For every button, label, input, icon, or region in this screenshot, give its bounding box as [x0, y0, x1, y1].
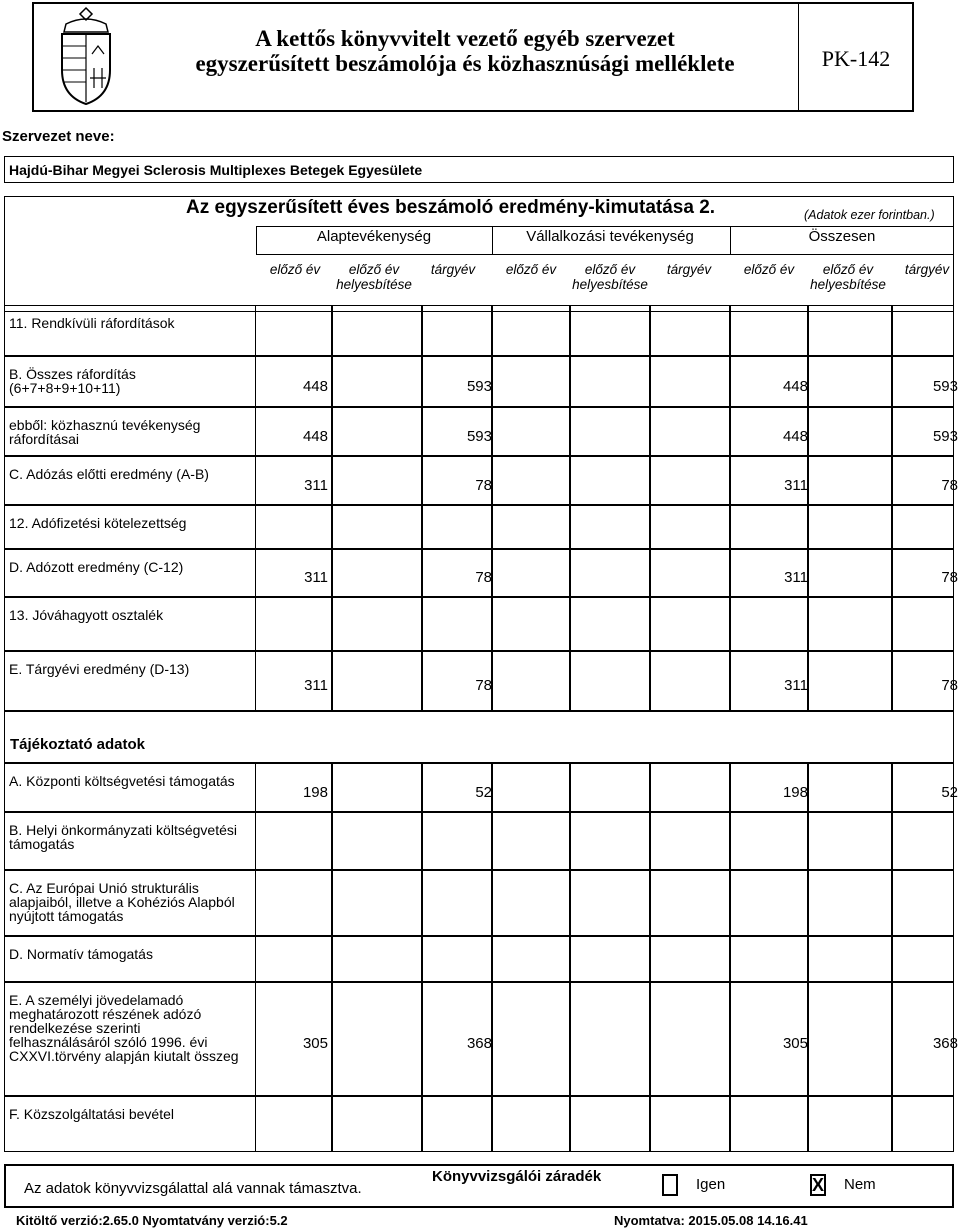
value-cell[interactable] — [892, 597, 954, 651]
group-alap: Alaptevékenység — [316, 228, 432, 245]
value-cell[interactable] — [730, 812, 808, 870]
value-cell[interactable] — [650, 305, 730, 356]
value-cell[interactable] — [650, 812, 730, 870]
section-title: Az egyszerűsített éves beszámoló eredmény-kimutatása 2. — [186, 197, 716, 218]
row-label: 11. Rendkívüli ráfordítások — [9, 315, 175, 331]
subcol-line1: előző év — [584, 262, 636, 277]
value-cell[interactable] — [492, 763, 570, 812]
value-cell[interactable] — [650, 549, 730, 597]
info-title-box — [4, 711, 954, 763]
value-ossz-prev: 198 — [782, 784, 808, 801]
value-cell[interactable] — [570, 505, 650, 549]
subcol-line2: helyesbítése — [810, 277, 886, 292]
value-cell[interactable] — [650, 870, 730, 936]
org-label: Szervezet neve: — [2, 128, 115, 145]
row-label: E. A személyi jövedelamadó meghatározott részének adózó rendelkezése szerinti felhasználásáról szóló 1996. évi CXXVI.törvény alapján kiutalt összeg — [9, 992, 239, 1064]
unit-note: (Adatok ezer forintban.) — [804, 208, 935, 222]
value-cell[interactable] — [650, 356, 730, 407]
value-ossz-prev: 448 — [782, 378, 808, 395]
value-cell[interactable] — [808, 936, 892, 982]
value-alap-prev: 311 — [304, 569, 328, 586]
value-cell[interactable] — [492, 549, 570, 597]
value-ossz-cur: 52 — [941, 784, 958, 801]
value-cell[interactable] — [730, 870, 808, 936]
value-cell[interactable] — [492, 597, 570, 651]
row-label: C. Adózás előtti eredmény (A-B) — [9, 466, 209, 482]
value-cell[interactable] — [332, 1096, 422, 1152]
subcol-line1: előző év — [348, 262, 400, 277]
row-label: 13. Jóváhagyott osztalék — [9, 607, 164, 623]
subcol-header — [730, 262, 808, 277]
value-alap-prev: 305 — [302, 1035, 328, 1052]
value-ossz-cur: 368 — [932, 1035, 958, 1052]
form-code: PK-142 — [821, 46, 891, 71]
value-cell[interactable] — [570, 936, 650, 982]
value-alap-prev: 311 — [304, 677, 328, 694]
row-label-cell — [4, 597, 256, 651]
value-cell[interactable] — [808, 305, 892, 356]
value-cell[interactable] — [492, 870, 570, 936]
value-cell[interactable] — [332, 305, 422, 356]
value-ossz-cur: 78 — [941, 569, 958, 586]
value-cell[interactable] — [650, 936, 730, 982]
org-name: Hajdú-Bihar Megyei Sclerosis Multiplexes Betegek Egyesülete — [9, 162, 423, 178]
row-label: B. Helyi önkormányzati költségvetési támogatás — [9, 822, 237, 852]
value-ossz-prev: 305 — [782, 1035, 808, 1052]
audit-yes-checkbox[interactable] — [662, 1174, 678, 1196]
subcol-header — [414, 262, 492, 277]
row-label-cell — [4, 456, 256, 505]
value-cell[interactable] — [570, 305, 650, 356]
row-label-cell — [4, 982, 256, 1096]
row-label-cell — [4, 651, 256, 711]
coat-of-arms-icon — [50, 6, 122, 108]
value-cell[interactable] — [422, 505, 492, 549]
value-cell[interactable] — [892, 1096, 954, 1152]
value-cell[interactable] — [730, 505, 808, 549]
value-ossz-cur: 78 — [941, 677, 958, 694]
value-alap-cur: 78 — [475, 569, 492, 586]
value-cell[interactable] — [422, 936, 492, 982]
value-cell[interactable] — [892, 812, 954, 870]
footer-version: Kitöltő verzió:2.65.0 Nyomtatvány verzió:5.2 — [16, 1213, 288, 1228]
value-cell[interactable] — [808, 1096, 892, 1152]
row-label: F. Közszolgáltatási bevétel — [9, 1106, 174, 1122]
row-label-cell — [4, 407, 256, 456]
subcol-header — [334, 262, 414, 292]
value-cell[interactable] — [892, 305, 954, 356]
value-cell[interactable] — [892, 936, 954, 982]
value-cell[interactable] — [650, 456, 730, 505]
group-vallalkozasi: Vállalkozási tevékenység — [526, 228, 694, 245]
audit-yes-label: Igen — [696, 1176, 726, 1193]
footer-printed: Nyomtatva: 2015.05.08 14.16.41 — [614, 1213, 808, 1228]
value-cell[interactable] — [256, 812, 332, 870]
value-cell[interactable] — [570, 407, 650, 456]
value-cell[interactable] — [256, 936, 332, 982]
value-cell[interactable] — [570, 812, 650, 870]
row-label: D. Adózott eredmény (C-12) — [9, 559, 184, 575]
value-cell[interactable] — [422, 1096, 492, 1152]
value-ossz-prev: 448 — [782, 428, 808, 445]
value-cell[interactable] — [808, 505, 892, 549]
subcol-line1: előző év — [269, 262, 321, 277]
subcol-line1: tárgyév — [430, 262, 476, 277]
subcol-line1: előző év — [822, 262, 874, 277]
value-cell[interactable] — [332, 597, 422, 651]
row-label: A. Központi költségvetési támogatás — [9, 773, 235, 789]
value-ossz-cur: 593 — [932, 378, 958, 395]
value-alap-prev: 448 — [302, 428, 328, 445]
subcol-header — [808, 262, 888, 292]
row-label-cell — [4, 505, 256, 549]
value-cell[interactable] — [422, 812, 492, 870]
value-cell[interactable] — [256, 505, 332, 549]
value-alap-cur: 78 — [475, 677, 492, 694]
value-cell[interactable] — [332, 812, 422, 870]
value-cell[interactable] — [492, 936, 570, 982]
value-cell[interactable] — [492, 407, 570, 456]
value-cell[interactable] — [892, 870, 954, 936]
value-cell[interactable] — [332, 870, 422, 936]
row-label-cell — [4, 1096, 256, 1152]
subcol-header — [492, 262, 570, 277]
value-cell[interactable] — [808, 812, 892, 870]
row-label-cell — [4, 763, 256, 812]
value-cell[interactable] — [492, 505, 570, 549]
value-cell[interactable] — [730, 305, 808, 356]
value-cell[interactable] — [492, 1096, 570, 1152]
subcol-line2: helyesbítése — [572, 277, 648, 292]
row-label-cell — [4, 812, 256, 870]
row-label-cell — [4, 870, 256, 936]
value-cell[interactable] — [650, 651, 730, 711]
value-cell[interactable] — [492, 812, 570, 870]
value-cell[interactable] — [570, 356, 650, 407]
value-ossz-cur: 593 — [932, 428, 958, 445]
row-label: B. Összes ráfordítás (6+7+8+9+10+11) — [9, 366, 136, 396]
value-ossz-prev: 311 — [784, 569, 808, 586]
value-cell[interactable] — [332, 936, 422, 982]
row-label: ebből: közhasznú tevékenység ráfordításai — [9, 417, 201, 447]
row-label-cell — [4, 936, 256, 982]
row-label-cell — [4, 549, 256, 597]
value-cell[interactable] — [570, 456, 650, 505]
value-ossz-prev: 311 — [784, 477, 808, 494]
value-cell[interactable] — [256, 305, 332, 356]
value-cell[interactable] — [730, 1096, 808, 1152]
subcol-line1: tárgyév — [666, 262, 712, 277]
subcol-line1: tárgyév — [904, 262, 950, 277]
value-cell[interactable] — [650, 597, 730, 651]
subcol-header — [888, 262, 960, 277]
value-cell[interactable] — [650, 763, 730, 812]
value-cell[interactable] — [570, 1096, 650, 1152]
value-cell[interactable] — [650, 982, 730, 1096]
value-ossz-cur: 78 — [941, 477, 958, 494]
audit-no-label: Nem — [844, 1176, 876, 1193]
value-cell[interactable] — [650, 1096, 730, 1152]
row-label: E. Tárgyévi eredmény (D-13) — [9, 661, 190, 677]
value-cell[interactable] — [422, 597, 492, 651]
value-cell[interactable] — [492, 305, 570, 356]
group-osszesen: Összesen — [808, 228, 876, 245]
form-title: A kettős könyvvitelt vezető egyéb szervezet egyszerűsített beszámolója és közhasznúsági melléklete — [195, 26, 735, 76]
subcol-line2: helyesbítése — [336, 277, 412, 292]
value-cell[interactable] — [650, 407, 730, 456]
subcol-header — [570, 262, 650, 292]
value-cell[interactable] — [892, 505, 954, 549]
value-alap-cur: 52 — [475, 784, 492, 801]
value-cell[interactable] — [570, 763, 650, 812]
audit-no-checkbox[interactable]: X — [812, 1175, 825, 1195]
value-cell[interactable] — [492, 651, 570, 711]
value-cell[interactable] — [570, 870, 650, 936]
row-label: D. Normatív támogatás — [9, 946, 153, 962]
value-cell[interactable] — [422, 305, 492, 356]
row-label: 12. Adófizetési kötelezettség — [9, 515, 187, 531]
value-cell[interactable] — [808, 870, 892, 936]
value-cell[interactable] — [256, 1096, 332, 1152]
subcol-line1: előző év — [505, 262, 557, 277]
value-cell[interactable] — [808, 597, 892, 651]
value-cell[interactable] — [492, 356, 570, 407]
value-cell[interactable] — [492, 982, 570, 1096]
row-label-cell — [4, 356, 256, 407]
value-alap-cur: 593 — [466, 378, 492, 395]
subcol-line1: előző év — [743, 262, 795, 277]
subcol-header — [650, 262, 728, 277]
value-cell[interactable] — [332, 505, 422, 549]
value-alap-cur: 78 — [475, 477, 492, 494]
value-alap-prev: 311 — [304, 477, 328, 494]
value-alap-cur: 368 — [466, 1035, 492, 1052]
value-alap-prev: 448 — [302, 378, 328, 395]
value-cell[interactable] — [570, 651, 650, 711]
value-cell[interactable] — [570, 549, 650, 597]
value-cell[interactable] — [730, 597, 808, 651]
audit-statement: Az adatok könyvvizsgálattal alá vannak támasztva. — [24, 1180, 362, 1197]
info-title: Tájékoztató adatok — [10, 736, 146, 753]
value-cell[interactable] — [422, 870, 492, 936]
value-alap-cur: 593 — [466, 428, 492, 445]
subcol-header — [256, 262, 334, 277]
value-ossz-prev: 311 — [784, 677, 808, 694]
org-name-field[interactable] — [4, 156, 954, 183]
value-cell[interactable] — [492, 456, 570, 505]
audit-title: Könyvvizsgálói záradék — [432, 1168, 602, 1185]
value-cell[interactable] — [730, 936, 808, 982]
value-alap-prev: 198 — [302, 784, 328, 801]
value-cell[interactable] — [256, 870, 332, 936]
value-cell[interactable] — [650, 505, 730, 549]
value-cell[interactable] — [256, 597, 332, 651]
value-cell[interactable] — [570, 597, 650, 651]
row-label-cell — [4, 305, 256, 356]
value-cell[interactable] — [570, 982, 650, 1096]
row-label: C. Az Európai Unió strukturális alapjaiból, illetve a Kohéziós Alapból nyújtott támogatás — [9, 880, 235, 924]
